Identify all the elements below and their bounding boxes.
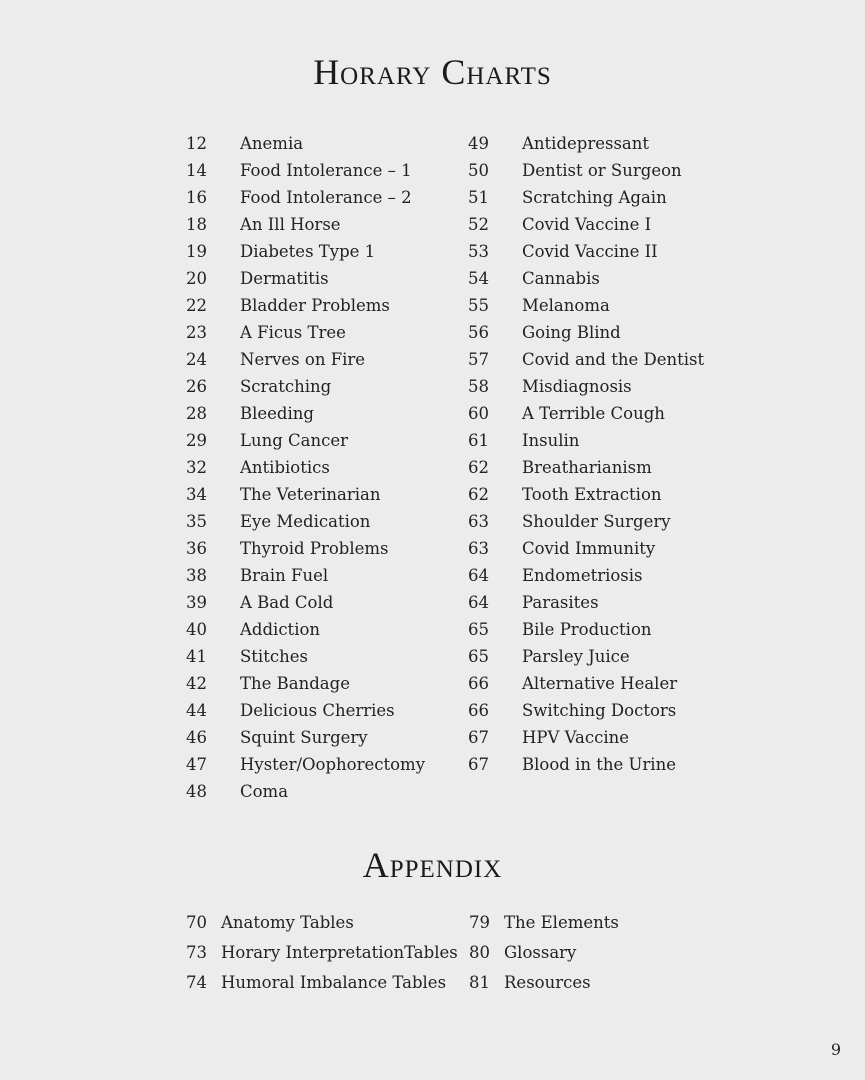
toc-entry-title: Melanoma <box>522 296 610 315</box>
toc-entry <box>186 481 425 508</box>
toc-entry-title: Parasites <box>522 593 599 612</box>
toc-entry-title: Anatomy Tables <box>221 913 354 932</box>
toc-entry <box>468 670 704 697</box>
toc-page-number: 40 <box>186 620 207 639</box>
toc-entry-title: Scratching <box>240 377 332 396</box>
toc-entry <box>186 427 425 454</box>
toc-entry <box>186 908 458 938</box>
toc-entry <box>186 400 425 427</box>
toc-page-number: 44 <box>186 701 207 720</box>
toc-entry <box>186 535 425 562</box>
toc-entry-title: Bladder Problems <box>240 296 390 315</box>
toc-page-number: 46 <box>186 728 207 747</box>
toc-entry <box>186 589 425 616</box>
toc-entry <box>468 562 704 589</box>
toc-entry <box>468 724 704 751</box>
toc-entry <box>186 130 425 157</box>
toc-entry-title: Antidepressant <box>522 134 650 153</box>
toc-entry <box>186 265 425 292</box>
toc-entry-title: Scratching Again <box>522 188 667 207</box>
toc-entry-title: Eye Medication <box>240 512 371 531</box>
toc-page-number: 51 <box>468 188 489 207</box>
toc-entry-title: Alternative Healer <box>522 674 678 693</box>
toc-entry-title: Addiction <box>240 620 321 639</box>
toc-entry-title: Glossary <box>504 943 577 962</box>
toc-page-number: 67 <box>468 728 489 747</box>
toc-entry-title: Stitches <box>240 647 308 666</box>
toc-page-number: 64 <box>468 593 489 612</box>
toc-entry <box>468 616 704 643</box>
toc-entry <box>186 454 425 481</box>
toc-page-number: 12 <box>186 134 207 153</box>
toc-entry <box>468 211 704 238</box>
toc-entry <box>186 938 458 968</box>
toc-page-number: 42 <box>186 674 207 693</box>
toc-entry-title: Covid Vaccine II <box>522 242 658 261</box>
toc-entry-title: A Terrible Cough <box>522 404 665 423</box>
toc-entry-title: A Bad Cold <box>240 593 334 612</box>
toc-entry <box>468 130 704 157</box>
toc-entry <box>186 616 425 643</box>
toc-entry-title: Delicious Cherries <box>240 701 395 720</box>
toc-entry-title: Squint Surgery <box>240 728 368 747</box>
toc-entry-title: The Bandage <box>240 674 350 693</box>
toc-entry-title: Covid Immunity <box>522 539 656 558</box>
toc-page-number: 16 <box>186 188 207 207</box>
toc-entry <box>468 589 704 616</box>
toc-entry-title: Dentist or Surgeon <box>522 161 682 180</box>
appendix-left-column <box>186 908 458 998</box>
toc-entry-title: Humoral Imbalance Tables <box>221 973 447 992</box>
toc-entry <box>186 184 425 211</box>
toc-page-number: 56 <box>468 323 489 342</box>
toc-entry-title: Coma <box>240 782 289 801</box>
toc-page-number: 55 <box>468 296 489 315</box>
toc-entry-title: Brain Fuel <box>240 566 329 585</box>
toc-entry-title: Bile Production <box>522 620 652 639</box>
page-number: 9 <box>830 1040 841 1059</box>
toc-page-number: 23 <box>186 323 207 342</box>
toc-entry-title: Nerves on Fire <box>240 350 366 369</box>
toc-entry <box>468 400 704 427</box>
toc-entry <box>468 643 704 670</box>
toc-entry <box>468 184 704 211</box>
appendix-right-column <box>469 908 619 998</box>
toc-page-number: 48 <box>186 782 207 801</box>
toc-entry-title: A Ficus Tree <box>240 323 346 342</box>
toc-page-number: 38 <box>186 566 207 585</box>
toc-entry-title: An Ill Horse <box>240 215 341 234</box>
toc-entry <box>186 508 425 535</box>
toc-entry <box>468 427 704 454</box>
toc-entry-title: Breatharianism <box>522 458 652 477</box>
toc-entry <box>468 238 704 265</box>
toc-entry <box>186 562 425 589</box>
toc-entry-title: The Elements <box>504 913 619 932</box>
toc-entry <box>468 535 704 562</box>
toc-page-number: 65 <box>468 647 489 666</box>
toc-entry <box>468 454 704 481</box>
toc-entry <box>186 968 458 998</box>
toc-entry <box>186 319 425 346</box>
toc-page-number: 79 <box>469 913 490 932</box>
toc-entry-title: Endometriosis <box>522 566 643 585</box>
toc-page-number: 14 <box>186 161 207 180</box>
toc-page-number: 80 <box>469 943 490 962</box>
toc-entry-title: Misdiagnosis <box>522 377 632 396</box>
toc-entry-title: Covid Vaccine I <box>522 215 652 234</box>
toc-entry <box>468 157 704 184</box>
toc-page-number: 53 <box>468 242 489 261</box>
toc-page-number: 62 <box>468 458 489 477</box>
toc-page-number: 74 <box>186 973 207 992</box>
toc-entry <box>186 697 425 724</box>
toc-page-number: 64 <box>468 566 489 585</box>
toc-page-number: 63 <box>468 539 489 558</box>
toc-entry <box>186 373 425 400</box>
toc-page-number: 39 <box>186 593 207 612</box>
toc-entry <box>186 724 425 751</box>
toc-entry-title: Insulin <box>522 431 580 450</box>
toc-entry-title: Antibiotics <box>240 458 330 477</box>
toc-entry <box>186 751 425 778</box>
toc-entry <box>186 778 425 805</box>
toc-page-number: 32 <box>186 458 207 477</box>
charts-left-column <box>186 130 425 805</box>
toc-entry <box>468 751 704 778</box>
toc-page-number: 58 <box>468 377 489 396</box>
toc-page-number: 34 <box>186 485 207 504</box>
toc-entry <box>186 346 425 373</box>
toc-entry-title: Cannabis <box>522 269 600 288</box>
toc-entry <box>469 938 619 968</box>
toc-entry <box>469 908 619 938</box>
toc-page-number: 60 <box>468 404 489 423</box>
toc-page-number: 66 <box>468 674 489 693</box>
toc-page-number: 24 <box>186 350 207 369</box>
toc-entry <box>186 292 425 319</box>
toc-entry <box>186 157 425 184</box>
toc-entry-title: Diabetes Type 1 <box>240 242 376 261</box>
toc-page-number: 52 <box>468 215 489 234</box>
toc-page-number: 81 <box>469 973 490 992</box>
toc-entry-title: Blood in the Urine <box>522 755 676 774</box>
toc-page-number: 67 <box>468 755 489 774</box>
toc-entry <box>468 265 704 292</box>
toc-page-number: 29 <box>186 431 207 450</box>
toc-entry <box>186 211 425 238</box>
toc-entry <box>468 508 704 535</box>
toc-page-number: 18 <box>186 215 207 234</box>
toc-entry-title: Going Blind <box>522 323 621 342</box>
toc-page-number: 66 <box>468 701 489 720</box>
toc-entry-title: Food Intolerance – 2 <box>240 188 412 207</box>
toc-entry <box>468 697 704 724</box>
toc-entry-title: Tooth Extraction <box>522 485 662 504</box>
toc-page-number: 73 <box>186 943 207 962</box>
toc-page-number: 61 <box>468 431 489 450</box>
toc-page-number: 57 <box>468 350 489 369</box>
toc-entry <box>468 292 704 319</box>
toc-page-number: 26 <box>186 377 207 396</box>
toc-page-number: 47 <box>186 755 207 774</box>
charts-right-column <box>468 130 704 778</box>
toc-page-number: 49 <box>468 134 489 153</box>
toc-page-number: 62 <box>468 485 489 504</box>
toc-entry <box>468 481 704 508</box>
toc-entry <box>186 238 425 265</box>
appendix-heading: Appendix <box>362 845 503 885</box>
toc-entry-title: Thyroid Problems <box>240 539 389 558</box>
toc-page-number: 50 <box>468 161 489 180</box>
toc-entry-title: The Veterinarian <box>240 485 381 504</box>
toc-entry-title: Covid and the Dentist <box>522 350 705 369</box>
toc-page-number: 20 <box>186 269 207 288</box>
toc-page-number: 65 <box>468 620 489 639</box>
toc-entry <box>468 319 704 346</box>
toc-entry <box>468 346 704 373</box>
toc-page-number: 28 <box>186 404 207 423</box>
toc-page-number: 19 <box>186 242 207 261</box>
toc-page-number: 70 <box>186 913 207 932</box>
toc-entry-title: Bleeding <box>240 404 314 423</box>
toc-entry <box>186 643 425 670</box>
toc-entry-title: Lung Cancer <box>240 431 348 450</box>
toc-page-number: 22 <box>186 296 207 315</box>
toc-page-number: 35 <box>186 512 207 531</box>
toc-entry-title: Food Intolerance – 1 <box>240 161 412 180</box>
toc-entry-title: Anemia <box>240 134 304 153</box>
toc-entry-title: Switching Doctors <box>522 701 677 720</box>
toc-entry-title: Hyster/Oophorectomy <box>240 755 426 774</box>
toc-entry-title: Shoulder Surgery <box>522 512 671 531</box>
toc-entry-title: Parsley Juice <box>522 647 630 666</box>
toc-entry-title: Resources <box>504 973 591 992</box>
toc-entry <box>186 670 425 697</box>
toc-page-number: 63 <box>468 512 489 531</box>
toc-page-number: 54 <box>468 269 489 288</box>
toc-page-number: 36 <box>186 539 207 558</box>
toc-entry-title: HPV Vaccine <box>522 728 630 747</box>
toc-entry-title: Dermatitis <box>240 269 329 288</box>
horary-charts-heading: Horary Charts <box>313 52 552 92</box>
toc-entry-title: Horary InterpretationTables <box>221 943 458 962</box>
toc-entry <box>469 968 619 998</box>
toc-page-number: 41 <box>186 647 207 666</box>
toc-entry <box>468 373 704 400</box>
